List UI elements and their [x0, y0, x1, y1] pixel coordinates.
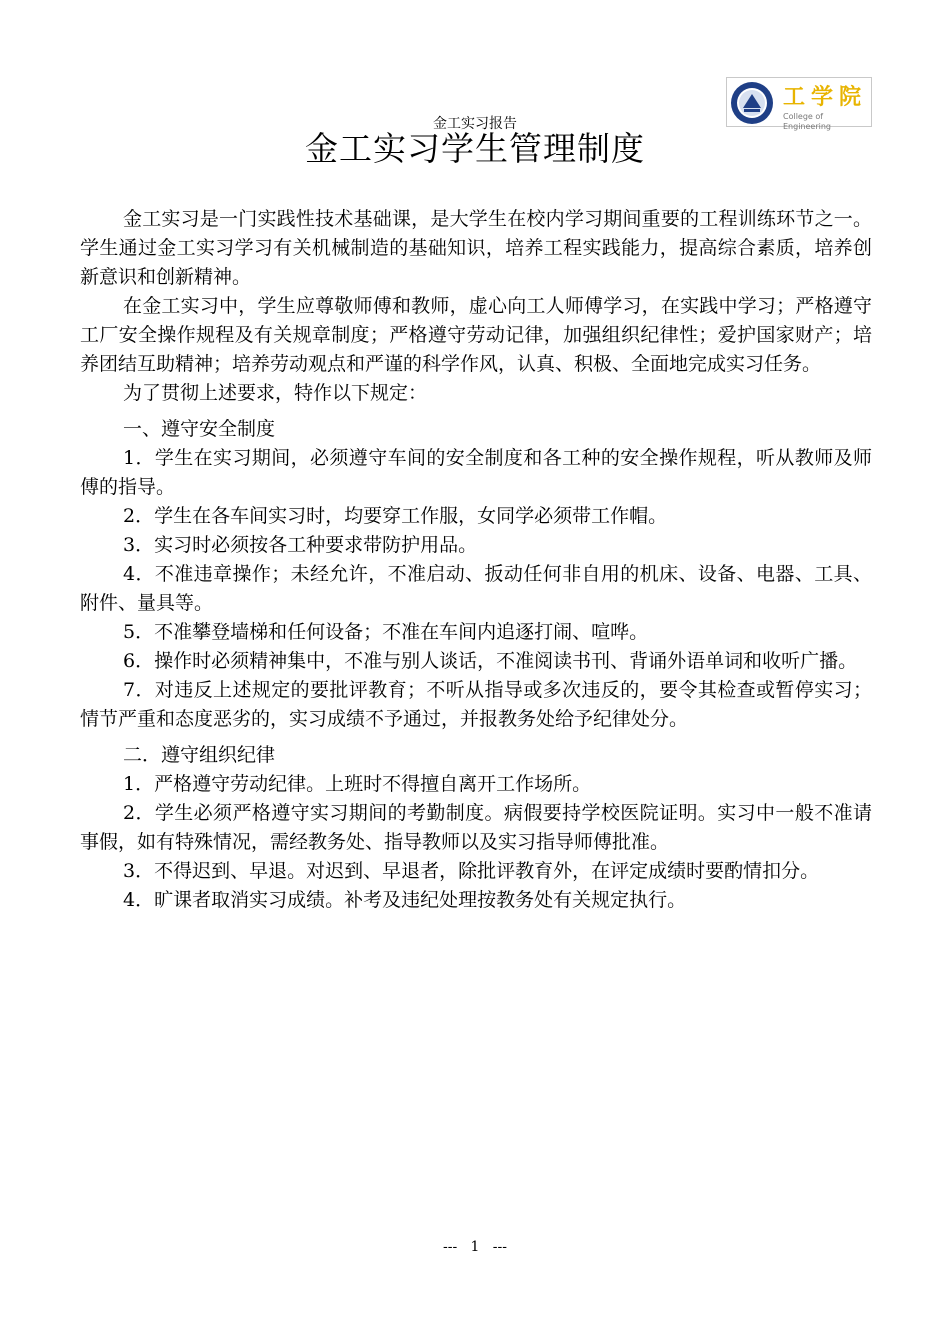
document-body [80, 205, 872, 915]
rule-item: 1．学生在实习期间，必须遵守车间的安全制度和各工种的安全操作规程，听从教师及师傅的指导。 [80, 447, 872, 498]
rule-item: 2．学生在各车间实习时，均要穿工作服，女同学必须带工作帽。 [123, 505, 668, 527]
intro-paragraph: 在金工实习中，学生应尊敬师傅和教师，虚心向工人师傅学习，在实践中学习；严格遵守工厂安全操作规程及有关规章制度；严格遵守劳动记律，加强组织纪律性；爱护国家财产；培养团结互助精神；培养劳动观点和严谨的科学作风，认真、积极、全面地完成实习任务。 [80, 295, 872, 375]
intro-paragraph: 为了贯彻上述要求，特作以下规定： [123, 382, 428, 404]
section-heading: 二．遵守组织纪律 [123, 744, 276, 766]
rule-item: 5．不准攀登墙梯和任何设备；不准在车间内追逐打闹、喧哗。 [123, 621, 649, 643]
logo-name-cn: 工学院 [783, 85, 868, 110]
rule-item: 3．实习时必须按各工种要求带防护用品。 [123, 534, 478, 556]
college-seal-icon [730, 81, 774, 125]
rule-item: 7．对违反上述规定的要批评教育；不听从指导或多次违反的，要令其检查或暂停实习；情节严重和态度恶劣的，实习成绩不予通过，并报教务处给予纪律处分。 [80, 679, 872, 730]
intro-paragraph: 金工实习是一门实践性技术基础课，是大学生在校内学习期间重要的工程训练环节之一。学生通过金工实习学习有关机械制造的基础知识，培养工程实践能力，提高综合素质，培养创新意识和创新精神。 [80, 208, 872, 288]
rule-item: 2．学生必须严格遵守实习期间的考勤制度。病假要持学校医院证明。实习中一般不准请事假，如有特殊情况，需经教务处、指导教师以及实习指导师傅批准。 [80, 802, 872, 853]
college-logo [726, 77, 872, 131]
page-number: --- 1 --- [443, 1239, 507, 1255]
running-header: 金工实习报告 [433, 116, 517, 132]
document-title: 金工实习学生管理制度 [305, 129, 645, 168]
rule-item: 4．不准违章操作；未经允许，不准启动、扳动任何非自用的机床、设备、电器、工具、附件、量具等。 [80, 563, 872, 614]
rule-item: 1．严格遵守劳动纪律。上班时不得擅自离开工作场所。 [123, 773, 592, 795]
rule-item: 3．不得迟到、早退。对迟到、早退者，除批评教育外，在评定成绩时要酌情扣分。 [123, 860, 820, 882]
logo-name-en: College of Engineering [783, 112, 831, 131]
rule-item: 6．操作时必须精神集中，不准与别人谈话，不准阅读书刊、背诵外语单词和收听广播。 [123, 650, 858, 672]
rule-item: 4．旷课者取消实习成绩。补考及违纪处理按教务处有关规定执行。 [123, 889, 687, 911]
section-heading: 一、遵守安全制度 [123, 418, 276, 440]
